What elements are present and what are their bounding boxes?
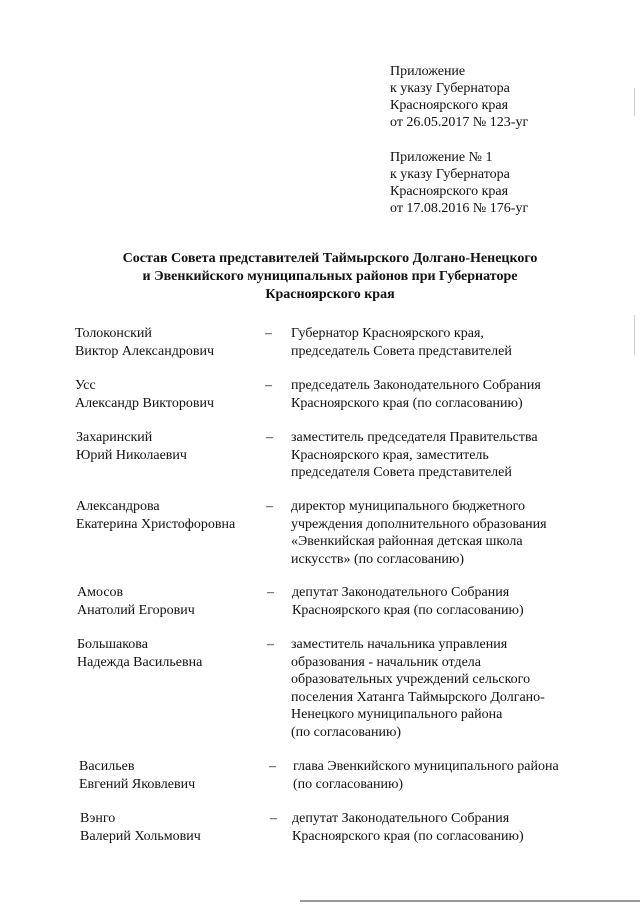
dash-separator: – xyxy=(266,430,273,445)
role-line: председателя Совета представителей xyxy=(291,465,512,480)
scan-bottom-rule xyxy=(300,900,640,902)
role-line: заместитель председателя Правительства xyxy=(291,430,538,445)
annex-line: от 17.08.2016 № 176-уг xyxy=(390,201,529,216)
member-role xyxy=(291,377,541,412)
member-surname: Васильев xyxy=(79,759,135,774)
role-line: учреждения дополнительного образования xyxy=(291,516,547,532)
member-role xyxy=(292,584,524,619)
member-name xyxy=(76,498,235,533)
member-given-names: Надежда Васильевна xyxy=(77,654,203,670)
annex-line: Приложение xyxy=(390,64,466,79)
member-name xyxy=(75,325,214,360)
member-role xyxy=(291,498,547,568)
member-role xyxy=(292,810,524,845)
role-line: (по согласованию) xyxy=(293,776,404,792)
scan-edge-mark xyxy=(634,315,635,355)
role-line: (по согласованию) xyxy=(291,724,402,740)
role-line: депутат Законодательного Собрания xyxy=(292,585,510,600)
member-surname: Захаринский xyxy=(76,430,153,445)
annex-header-current xyxy=(390,63,528,131)
annex-line: к указу Губернатора xyxy=(390,167,510,182)
dash-separator: – xyxy=(266,499,273,514)
dash-separator: – xyxy=(265,326,272,341)
dash-separator: – xyxy=(270,811,277,826)
role-line: директор муниципального бюджетного xyxy=(291,499,525,514)
member-given-names: Екатерина Христофоровна xyxy=(76,516,236,532)
dash-separator: – xyxy=(269,759,276,774)
member-name xyxy=(75,377,214,412)
member-role xyxy=(293,758,559,793)
member-name xyxy=(80,810,201,845)
member-role xyxy=(291,325,512,360)
dash-separator: – xyxy=(267,585,274,600)
role-line: председатель Совета представителей xyxy=(291,343,512,359)
annex-line: от 26.05.2017 № 123-уг xyxy=(390,115,529,130)
role-line: председатель Законодательного Собрания xyxy=(291,378,541,393)
role-line: Красноярского края (по согласованию) xyxy=(292,828,524,844)
member-given-names: Евгений Яковлевич xyxy=(79,776,196,792)
member-role xyxy=(291,636,545,741)
annex-line: Красноярского края xyxy=(390,98,509,113)
annex-line: Приложение № 1 xyxy=(390,150,493,165)
role-line: Красноярского края, заместитель xyxy=(291,447,489,463)
dash-separator: – xyxy=(267,637,274,652)
member-given-names: Валерий Хольмович xyxy=(80,828,201,844)
member-given-names: Александр Викторович xyxy=(75,395,215,411)
role-line: поселения Хатанга Таймырского Долгано- xyxy=(291,689,545,705)
role-line: образовательных учреждений сельского xyxy=(291,672,531,687)
scan-edge-mark xyxy=(634,88,635,116)
title-line: и Эвенкийского муниципальных районов при Губернаторе xyxy=(142,269,518,284)
member-given-names: Анатолий Егорович xyxy=(77,602,195,618)
member-surname: Усс xyxy=(75,378,96,393)
member-surname: Вэнго xyxy=(80,811,116,826)
annex-header-original xyxy=(390,149,528,217)
member-role xyxy=(291,429,538,482)
member-surname: Толоконский xyxy=(75,326,152,341)
role-line: «Эвенкийская районная детская школа xyxy=(291,534,523,549)
role-line: образования - начальник отдела xyxy=(291,654,481,670)
member-given-names: Юрий Николаевич xyxy=(76,447,187,463)
member-name xyxy=(77,636,202,671)
role-line: Красноярского края (по согласованию) xyxy=(291,395,523,411)
annex-line: к указу Губернатора xyxy=(390,81,510,96)
member-surname: Большакова xyxy=(77,637,148,652)
role-line: глава Эвенкийского муниципального района xyxy=(293,759,559,774)
member-surname: Амосов xyxy=(77,585,124,600)
role-line: Губернатор Красноярского края, xyxy=(291,326,484,341)
document-title xyxy=(80,250,580,304)
member-name xyxy=(79,758,195,793)
role-line: заместитель начальника управления xyxy=(291,637,508,652)
member-given-names: Виктор Александрович xyxy=(75,343,215,359)
member-name xyxy=(77,584,195,619)
role-line: Ненецкого муниципального района xyxy=(291,707,503,722)
role-line: Красноярского края (по согласованию) xyxy=(292,602,524,618)
title-line: Красноярского края xyxy=(265,287,395,302)
annex-line: Красноярского края xyxy=(390,184,509,199)
member-surname: Александрова xyxy=(76,499,160,514)
title-line: Состав Совета представителей Таймырского Долгано-Ненецкого xyxy=(122,251,538,266)
role-line: искусств» (по согласованию) xyxy=(291,551,465,567)
dash-separator: – xyxy=(265,378,272,393)
role-line: депутат Законодательного Собрания xyxy=(292,811,510,826)
member-name xyxy=(76,429,187,464)
